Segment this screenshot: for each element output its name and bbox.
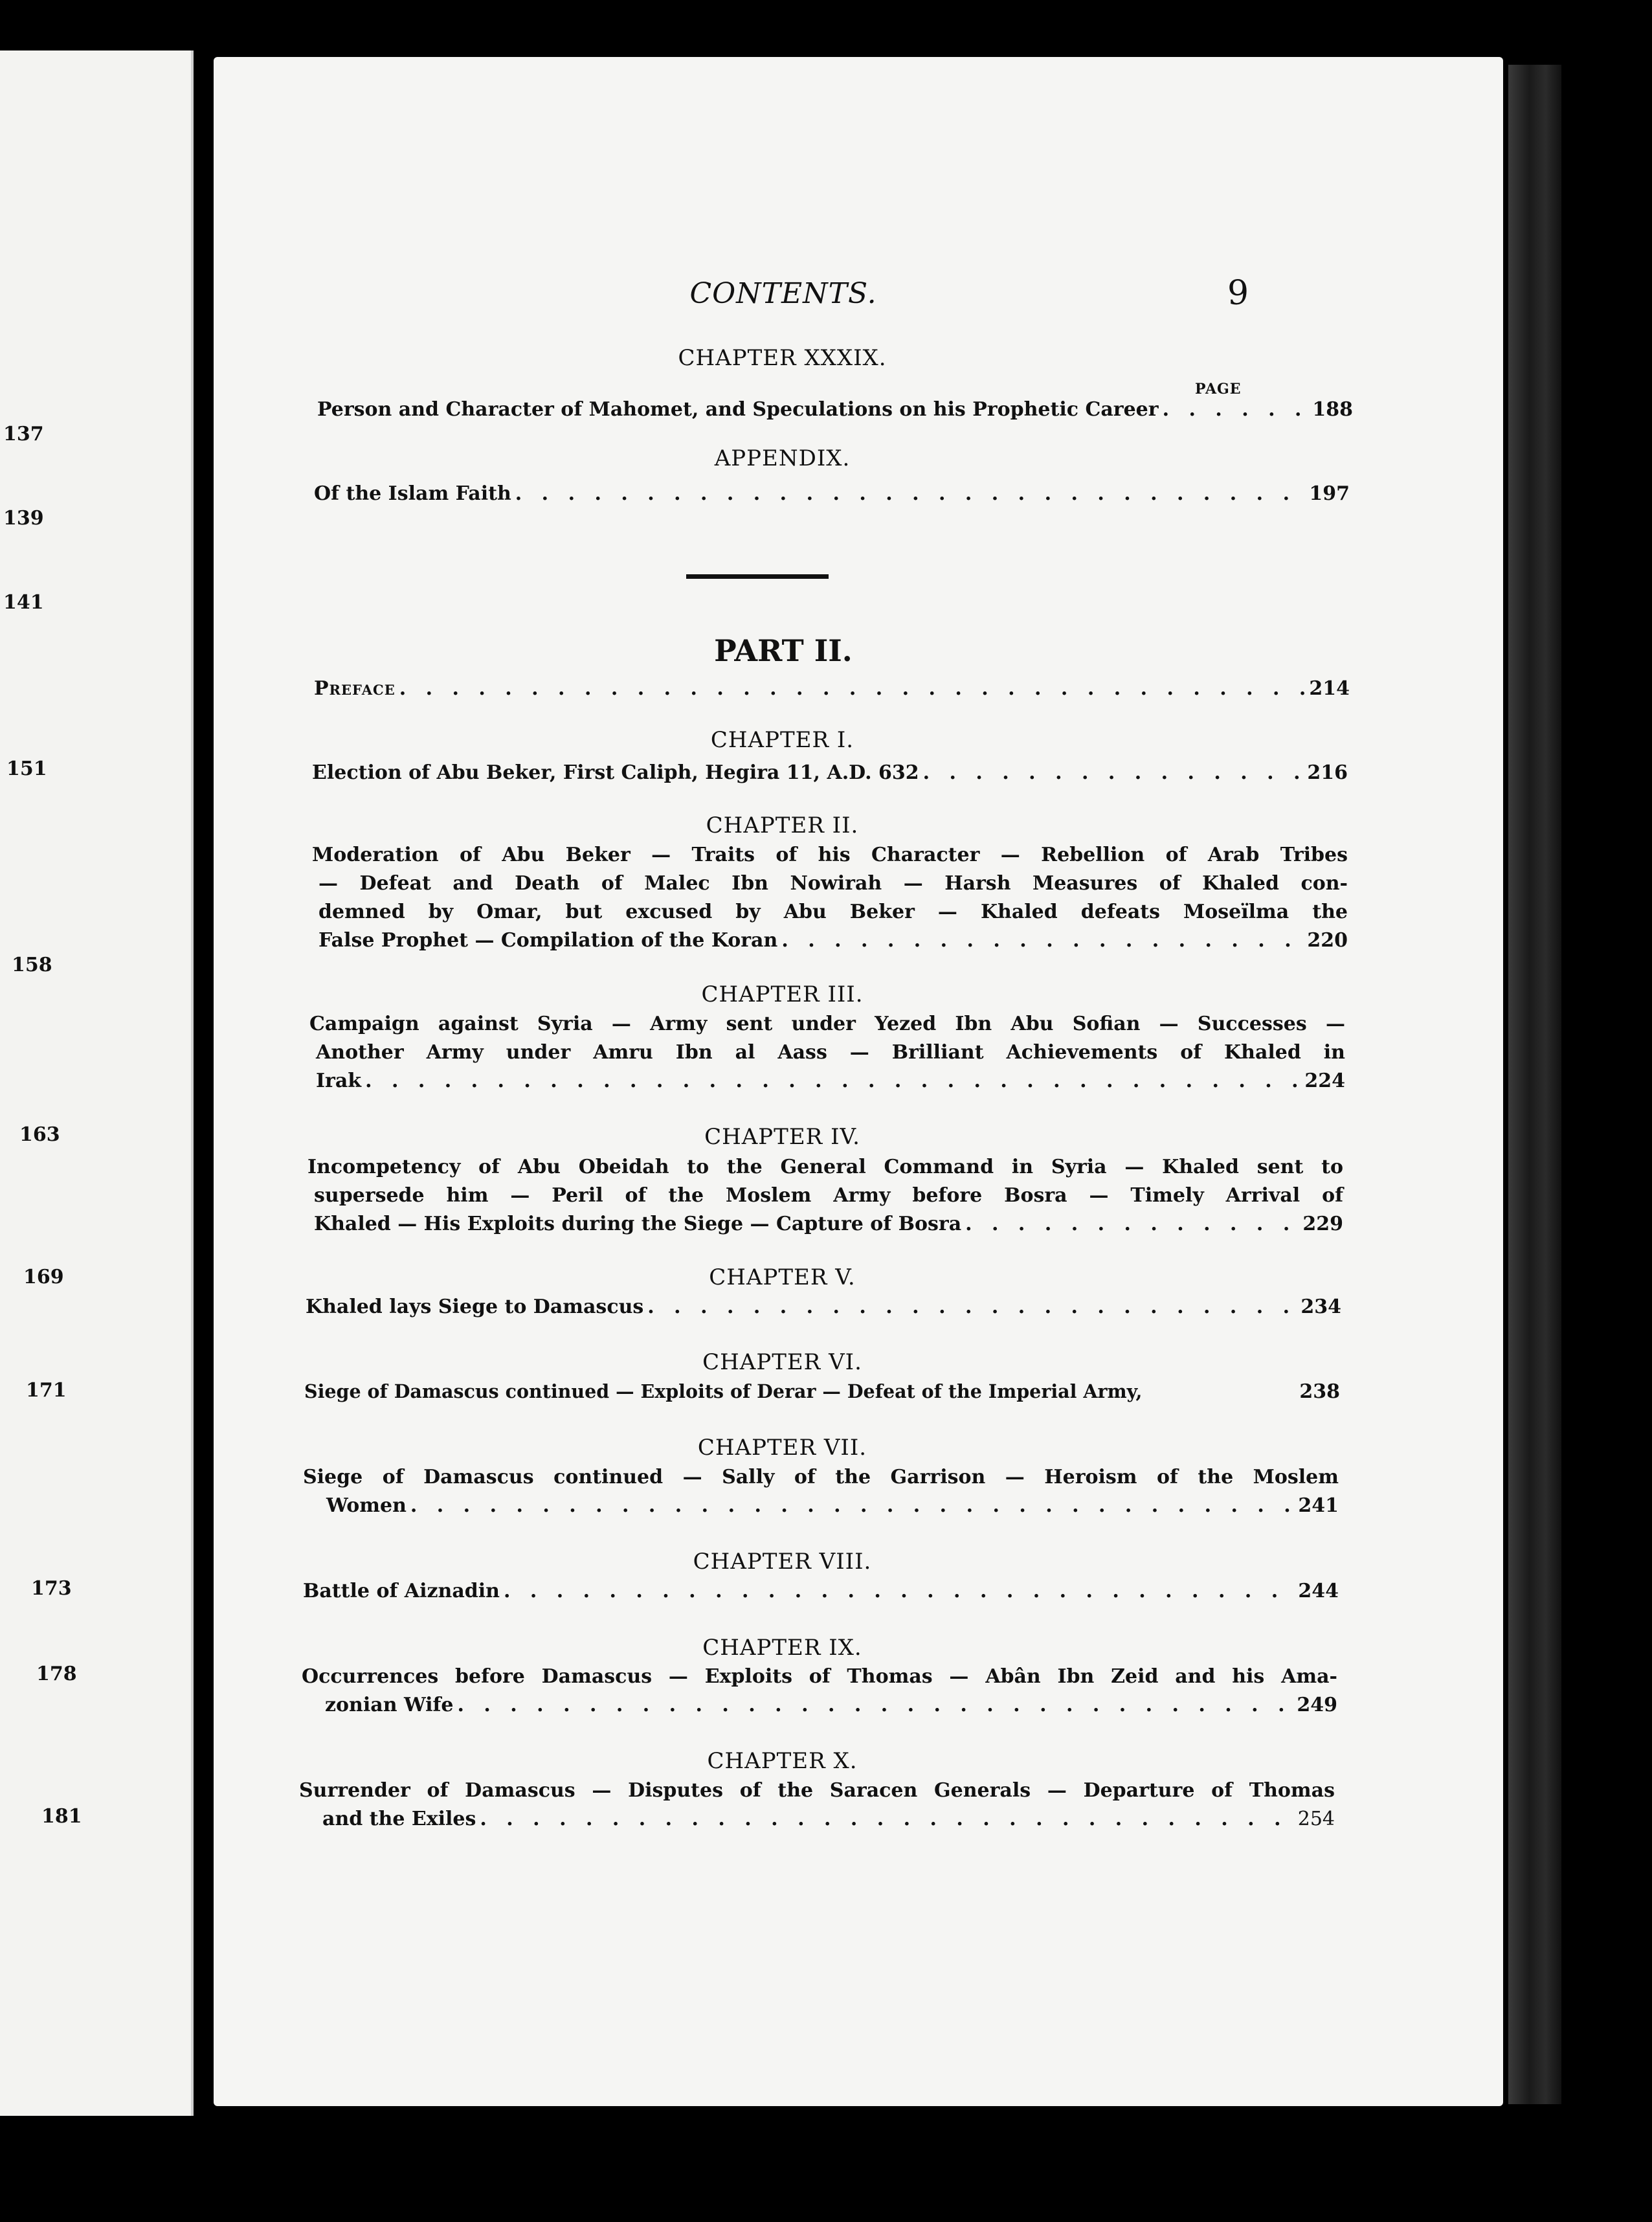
toc-entry[interactable] [302,1665,1337,1722]
toc-entry-text: Women [326,1494,407,1517]
page-number: 9 [1227,274,1249,313]
left-page-number: 137 [3,423,44,445]
toc-entry-text: Of the Islam Faith [314,482,511,505]
toc-entry-text: zonian Wife [325,1694,454,1716]
toc-page-number: 220 [1307,929,1348,952]
section-divider [686,574,829,579]
toc-entry-text: False Prophet — Compilation of the Koran [318,929,778,952]
toc-entry[interactable] [307,1156,1343,1241]
leader-dots [504,1580,1294,1602]
toc-entry-text: Battle of Aiznadin [303,1580,500,1602]
toc-entry[interactable] [299,1779,1335,1836]
toc-page-number: 197 [1309,482,1350,505]
left-page-fragment [0,50,194,2116]
toc-entry-line [304,1380,1340,1409]
toc-entry-line [306,1296,1341,1324]
leader-dots [480,1808,1293,1830]
page-title: CONTENTS. [689,277,877,310]
chapter-heading: CHAPTER IX. [702,1635,862,1661]
toc-entry-line [312,929,1348,958]
part-title: PART II. [714,633,853,668]
toc-entry-line [303,1580,1339,1608]
leader-dots [399,677,1306,700]
left-page-number: 163 [19,1123,60,1146]
toc-page-number: 216 [1307,761,1348,784]
chapter-heading: CHAPTER X. [707,1748,858,1774]
left-page-number: 139 [3,507,44,530]
toc-entry[interactable] [314,482,1350,511]
toc-entry-line [307,1213,1343,1241]
toc-entry-text: Moderation of Abu Beker — Traits of his Character — Rebellion of Arab Tribes [312,844,1348,866]
toc-page-number: 224 [1304,1070,1345,1092]
toc-entry-text: Election of Abu Beker, First Caliph, Hegira 11, A.D. 632 [312,761,919,784]
toc-page-number: 238 [1299,1380,1340,1403]
page-column-label: PAGE [1195,381,1242,398]
toc-entry[interactable] [304,1380,1340,1409]
toc-entry-text: Siege of Damascus continued — Exploits of Derar — Defeat of the Imperial Army, [304,1380,1143,1402]
toc-entry-line [314,482,1350,511]
page-edge [1508,65,1561,2104]
toc-entry-text: Khaled — His Exploits during the Siege — Capture of Bosra [314,1213,962,1235]
toc-entry-line [314,677,1350,706]
toc-entry-line [317,398,1353,427]
chapter-heading: CHAPTER III. [701,982,864,1007]
chapter-heading: CHAPTER I. [710,727,854,753]
left-page-number: 158 [12,954,52,976]
leader-dots [965,1213,1299,1235]
toc-entry-text: Occurrences before Damascus — Exploits of Thomas — Abân Ibn Zeid and his Ama- [302,1665,1337,1688]
toc-entry-text: Person and Character of Mahomet, and Speculations on his Prophetic Career [317,398,1159,421]
left-page-number: 151 [6,758,47,780]
toc-entry[interactable] [303,1466,1339,1523]
toc-entry-text: Campaign against Syria — Army sent under Yezed Ibn Abu Sofian — Successes — [309,1013,1345,1035]
toc-page-number: 254 [1297,1808,1335,1830]
toc-entry[interactable] [317,398,1353,427]
toc-entry-line [302,1694,1337,1722]
leader-dots [458,1694,1293,1716]
toc-entry-text: demned by Omar, but excused by Abu Beker — Khaled defeats Moseïlma the [318,901,1348,923]
toc-entry-line [303,1494,1339,1523]
left-page-number: 173 [31,1577,72,1600]
chapter-heading: CHAPTER VI. [702,1349,862,1375]
left-page-number: 181 [41,1805,82,1828]
toc-entry-text: supersede him — Peril of the Moslem Army before Bosra — Timely Arrival of [314,1184,1343,1207]
toc-entry-line [312,761,1348,790]
leader-dots [410,1494,1294,1517]
toc-entry[interactable] [312,761,1348,790]
toc-entry[interactable] [312,844,1348,958]
toc-entry[interactable] [303,1580,1339,1608]
left-page-number: 141 [3,591,44,614]
leader-dots [781,929,1303,952]
contents-page [214,57,1503,2106]
toc-page-number: 249 [1297,1694,1337,1716]
chapter-heading: CHAPTER XXXIX. [678,345,887,371]
left-page-number: 178 [36,1663,77,1685]
toc-entry-line [299,1808,1335,1836]
toc-page-number: 214 [1309,677,1350,700]
toc-entry[interactable] [306,1296,1341,1324]
leader-dots [647,1296,1297,1318]
toc-entry-text: Another Army under Amru Ibn al Aass — Brilliant Achievements of Khaled in [316,1041,1345,1064]
toc-entry[interactable] [309,1013,1345,1098]
left-page-number: 169 [23,1266,64,1288]
left-page-number: 171 [26,1379,67,1402]
toc-entry-line [309,1070,1345,1098]
toc-page-number: 241 [1298,1494,1339,1517]
toc-page-number: 234 [1300,1296,1341,1318]
leader-dots [923,761,1304,784]
toc-entry-text: and the Exiles [322,1808,476,1830]
toc-page-number: 244 [1298,1580,1339,1602]
chapter-heading: CHAPTER IV. [704,1124,860,1150]
chapter-heading: CHAPTER V. [709,1264,856,1290]
toc-entry-text: Siege of Damascus continued — Sally of the Garrison — Heroism of the Moslem [303,1466,1339,1488]
toc-page-number: 188 [1312,398,1353,421]
toc-entry-text: Surrender of Damascus — Disputes of the Saracen Generals — Departure of Thomas [299,1779,1335,1802]
leader-dots [515,482,1306,505]
leader-dots [1163,398,1309,421]
toc-page-number: 229 [1302,1213,1343,1235]
toc-entry-text: Irak [316,1070,362,1092]
toc-entry-text: Khaled lays Siege to Damascus [306,1296,644,1318]
chapter-heading: CHAPTER VIII. [693,1549,872,1575]
leader-dots [365,1070,1300,1092]
chapter-heading: APPENDIX. [714,445,851,471]
toc-entry-text: Preface [314,677,396,700]
toc-entry[interactable] [314,677,1350,706]
toc-entry-text: — Defeat and Death of Malec Ibn Nowirah — Harsh Measures of Khaled con- [318,872,1348,895]
chapter-heading: CHAPTER II. [706,813,859,838]
toc-entry-text: Incompetency of Abu Obeidah to the General Command in Syria — Khaled sent to [307,1156,1343,1178]
chapter-heading: CHAPTER VII. [697,1435,867,1461]
